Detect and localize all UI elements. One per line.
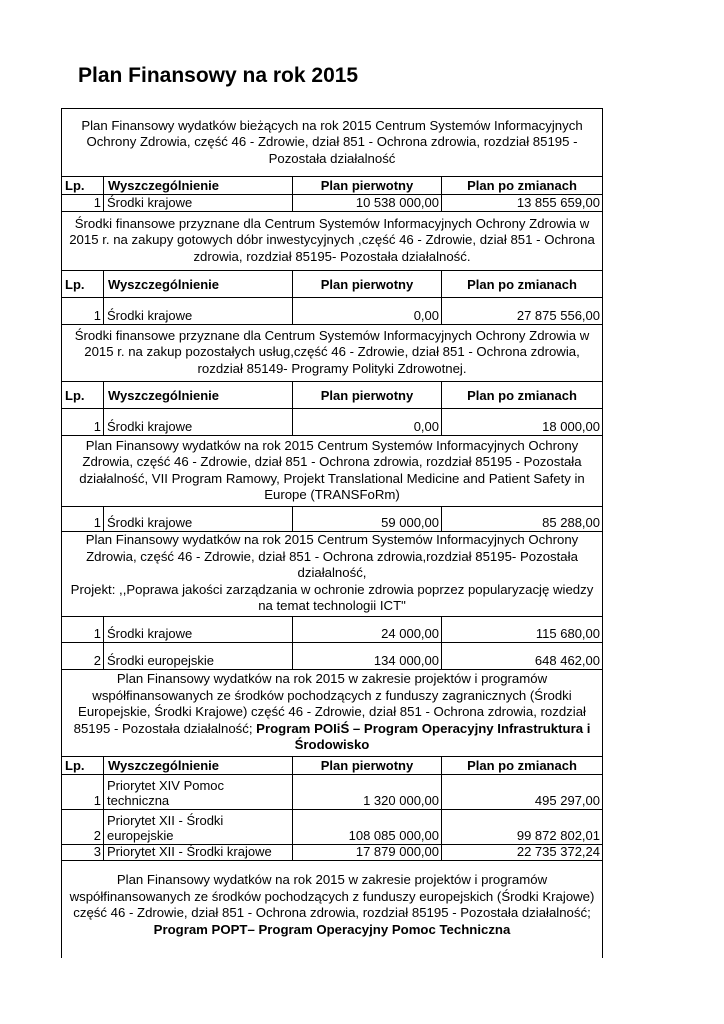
section-1-header-row [62,177,602,195]
cell-name-line1: Priorytet XIV Pomoc [107,778,225,793]
header-name: Wyszczególnienie [104,382,293,408]
cell-plan-changed: 27 875 556,00 [516,308,600,323]
section-3-description: Środki finansowe przyznane dla Centrum Systemów Informacyjnych Ochrony Zdrowia w 2015 r. na zakup pozostałych usług,część 46 - Zdrowie, dział 851 - Ochrona zdrowia, rozdział 85149- Programy Polityki Zdrowotnej. [62,324,602,382]
cell-lp: 1 [62,297,104,324]
table-row [62,297,602,325]
financial-plan-table [61,108,603,958]
section-5-description-line2: Projekt: ,,Poprawa jakości zarządzania w ochronie zdrowia poprzez popularyzację wiedzy na temat technologii ICT" [70,581,594,614]
cell-plan-changed: 18 000,00 [542,419,600,434]
header-lp: Lp. [62,757,104,774]
section-7-description [62,860,602,950]
table-row [62,774,602,810]
header-name: Wyszczególnienie [104,757,293,774]
section-1-description: Plan Finansowy wydatków bieżących na rok 2015 Centrum Systemów Informacyjnych Ochrony Zdrowia, część 46 - Zdrowie, dział 851 - Ochrona zdrowia, rozdział 85195 - Pozostała działalność [62,109,602,177]
cell-plan-original: 108 085 000,00 [293,809,442,844]
cell-lp: 1 [62,408,104,435]
cell-name: Środki europejskie [104,642,293,669]
header-plan-changed: Plan po zmianach [467,387,577,403]
cell-name: Środki krajowe [104,617,293,642]
cell-plan-original: 17 879 000,00 [293,844,442,860]
table-row [62,507,602,532]
cell-lp: 3 [62,844,104,860]
header-plan-changed: Plan po zmianach [467,758,577,773]
page-title: Plan Finansowy na rok 2015 [78,64,359,87]
section-2-header-row [62,271,602,298]
header-plan-changed: Plan po zmianach [467,276,577,292]
cell-plan-changed: 85 288,00 [542,515,600,530]
cell-plan-original: 134 000,00 [293,642,442,669]
cell-lp: 1 [62,507,104,531]
header-plan-changed: Plan po zmianach [467,178,577,193]
cell-plan-original: 59 000,00 [293,507,442,531]
section-6-program-name: Program POIiŚ – Program Operacyjny Infrastruktura i Środowisko [256,720,591,753]
section-3-header-row [62,382,602,409]
cell-name: Priorytet XII - Środki krajowe [104,844,293,860]
table-row [62,194,602,212]
cell-lp: 1 [62,194,104,211]
cell-name-line2: techniczna [107,793,170,808]
section-4-description: Plan Finansowy wydatków na rok 2015 Centrum Systemów Informacyjnych Ochrony Zdrowia, część 46 - Zdrowie, dział 851 - Ochrona zdrowia, rozdział 85195 - Pozostała działalność, VII Program Ramowy, Projekt Translational Medicine and Patient Safety in Europe (TRANSFoRm) [62,435,602,507]
cell-plan-changed: 99 872 802,01 [516,828,600,843]
cell-plan-changed: 495 297,00 [534,793,600,808]
header-name: Wyszczególnienie [104,271,293,297]
cell-name: Środki krajowe [104,408,293,435]
header-lp: Lp. [62,271,104,297]
cell-lp: 1 [62,774,104,809]
header-lp: Lp. [62,177,104,194]
header-plan-original: Plan pierwotny [293,177,442,194]
header-plan-original: Plan pierwotny [293,271,442,297]
cell-plan-changed: 13 855 659,00 [516,195,600,210]
cell-lp: 2 [62,809,104,844]
header-name: Wyszczególnienie [104,177,293,194]
cell-plan-original: 10 538 000,00 [293,194,442,211]
section-6-description-text: Plan Finansowy wydatków na rok 2015 w zakresie projektów i programów współfinansowanych ze środków pochodzących z funduszy zagranicznych (Środki Europejskie, Środki Krajowe) część 46 - Zdrowie, dział 851 - Ochrona zdrowia, rozdział 85195 - Pozostała działalność; [73,671,586,736]
cell-plan-changed: 22 735 372,24 [516,844,600,859]
cell-plan-original: 0,00 [293,297,442,324]
cell-name: Środki krajowe [104,297,293,324]
section-2-description: Środki finansowe przyznane dla Centrum Systemów Informacyjnych Ochrony Zdrowia w 2015 r. na zakupy gotowych dóbr inwestycyjnych ,część 46 - Zdrowie, dział 851 - Ochrona zdrowia, rozdział 85195- Pozostała działalność. [62,211,602,271]
cell-name: Środki krajowe [104,507,293,531]
cell-plan-original: 1 320 000,00 [293,774,442,809]
section-6-description [62,669,602,757]
section-7-program-name: Program POPT– Program Operacyjny Pomoc Techniczna [153,921,511,937]
cell-plan-changed: 648 462,00 [534,653,600,668]
cell-lp: 1 [62,617,104,642]
cell-name [104,774,293,809]
table-row [62,809,602,845]
header-plan-original: Plan pierwotny [293,757,442,774]
section-6-header-row [62,757,602,775]
cell-plan-original: 0,00 [293,408,442,435]
cell-lp: 2 [62,642,104,669]
table-row [62,408,602,436]
header-lp: Lp. [62,382,104,408]
cell-plan-original: 24 000,00 [293,617,442,642]
section-5-description-line1: Plan Finansowy wydatków na rok 2015 Centrum Systemów Informacyjnych Ochrony Zdrowia, część 46 - Zdrowie, dział 851 - Ochrona zdrowia,rozdział 85195- Pozostała działalność, [85,532,579,581]
cell-name-line2: europejskie [107,828,174,843]
cell-plan-changed: 115 680,00 [535,626,600,641]
cell-name: Środki krajowe [104,194,293,211]
table-row [62,642,602,670]
table-row [62,844,602,861]
cell-name-line1: Priorytet XII - Środki [107,813,224,828]
header-plan-original: Plan pierwotny [293,382,442,408]
section-5-description [62,531,602,617]
table-row [62,617,602,643]
section-7-description-text: Plan Finansowy wydatków na rok 2015 w zakresie projektów i programów współfinansowanych ze środków pochodzących z funduszy europejskich (Środki Krajowe) część 46 - Zdrowie, dział 851 - Ochrona zdrowia, rozdział 85195 - Pozostała działalność; [69,872,595,920]
cell-name [104,809,293,844]
